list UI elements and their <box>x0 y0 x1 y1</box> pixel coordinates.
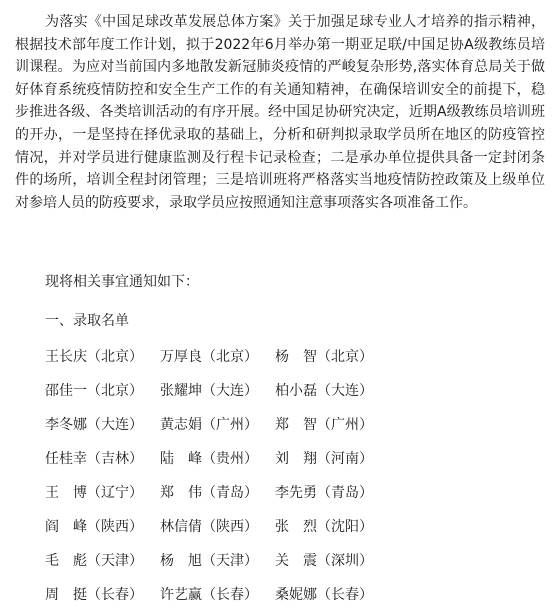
roster-entry: 张 烈（沈阳） <box>275 519 373 535</box>
roster-entry: 郑 智（广州） <box>275 417 373 433</box>
roster-entry: 黄志娟（广州） <box>160 417 258 433</box>
roster-entry: 王长庆（北京） <box>45 349 143 365</box>
roster-entry: 关 震（深圳） <box>275 553 373 569</box>
roster-entry: 林信倩（陕西） <box>160 519 258 535</box>
notice-paragraph: 为落实《中国足球改革发展总体方案》关于加强足球专业人才培养的指示精神，根据技术部年度工作计划，拟于2022年6月举办第一期亚足联/中国足协A级教练员培训课程。为应对当前国内多地散发新冠肺炎疫情的严峻复杂形势,落实体育总局关于做好体育系统疫情防控和安全生产工作的有关通知精神，在确保培训安全的前提下，稳步推进各级、各类培训活动的有序开展。经中国足协研究决定，近期A级教练员培训班的开办，一是坚持在择优录取的基础上，分析和研判拟录取学员所在地区的防疫管控情况，并对学员进行健康监测及行程卡记录检查；二是承办单位提供具备一定封闭条件的场所，培训全程封闭管理；三是培训班将严格落实当地疫情防控政策及上级单位对参培人员的防疫要求，录取学员应按照通知注意事项落实各项准备工作。 <box>15 14 545 211</box>
roster-entry: 李冬娜（大连） <box>45 417 143 433</box>
roster-entry: 任桂幸（吉林） <box>45 451 143 467</box>
roster-entry: 杨 智（北京） <box>275 349 373 365</box>
intro-line: 现将相关事宜通知如下： <box>45 274 199 290</box>
roster-entry: 王 博（辽宁） <box>45 485 143 501</box>
roster-entry: 桑妮娜（长春） <box>275 587 373 603</box>
roster-entry: 万厚良（北京） <box>160 349 258 365</box>
section-title: 一、录取名单 <box>45 313 129 329</box>
roster-entry: 柏小磊（大连） <box>275 383 373 399</box>
roster-entry: 李先勇（青岛） <box>275 485 373 501</box>
roster-entry: 杨 旭（天津） <box>160 553 258 569</box>
roster-entry: 张耀坤（大连） <box>160 383 258 399</box>
roster-entry: 郑 伟（青岛） <box>160 485 258 501</box>
roster-entry: 周 挺（长春） <box>45 587 143 603</box>
roster-entry: 刘 翔（河南） <box>275 451 373 467</box>
roster-entry: 邵佳一（北京） <box>45 383 143 399</box>
roster-entry: 许艺赢（长春） <box>160 587 258 603</box>
roster-entry: 陆 峰（贵州） <box>160 451 258 467</box>
roster-entry: 阎 峰（陕西） <box>45 519 143 535</box>
roster-entry: 毛 彪（天津） <box>45 553 143 569</box>
